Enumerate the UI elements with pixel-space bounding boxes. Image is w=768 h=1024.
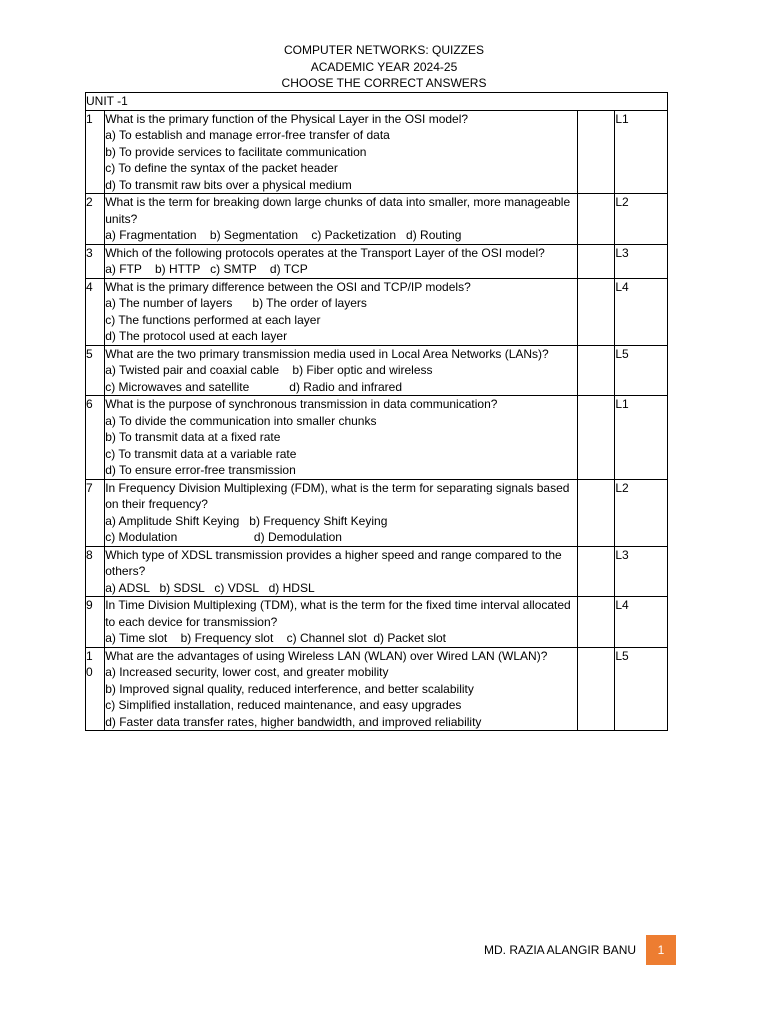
question-cell [105, 597, 578, 648]
question-number-cell [86, 194, 105, 245]
answer-option: a) ADSL b) SDSL c) VDSL d) HDSL [105, 580, 315, 595]
question-text: In Frequency Division Multiplexing (FDM), what is the term for separating signals based on their frequency? [105, 480, 570, 511]
question-number: 5 [86, 346, 93, 361]
unit-row [86, 93, 668, 111]
answer-cell [577, 396, 614, 480]
answer-option: a) To divide the communication into smaller chunks [105, 413, 377, 428]
question-cell [105, 479, 578, 546]
level-label: L1 [615, 397, 629, 411]
answer-cell [577, 194, 614, 245]
question-text: Which type of XDSL transmission provides a higher speed and range compared to the others? [105, 547, 562, 578]
quiz-table [85, 92, 668, 731]
answer-option: d) To ensure error-free transmission [105, 463, 296, 477]
question-number-cell [86, 110, 105, 194]
answer-option: a) Amplitude Shift Keying b) Frequency Shift Keying [105, 513, 388, 528]
level-cell [615, 110, 668, 194]
question-text: What are the advantages of using Wireless LAN (WLAN) over Wired LAN (WLAN)? [105, 648, 548, 663]
level-label: L4 [615, 598, 629, 612]
answer-option: b) To provide services to facilitate communication [105, 144, 367, 159]
question-number-cell [86, 278, 105, 345]
course-title: COMPUTER NETWORKS: QUIZZES [283, 43, 484, 57]
answer-cell [577, 479, 614, 546]
question-row [86, 345, 668, 396]
answer-cell [577, 110, 614, 194]
unit-label: UNIT -1 [86, 93, 668, 111]
question-row [86, 110, 668, 194]
question-number-cell [86, 597, 105, 648]
answer-option: c) Microwaves and satellite d) Radio and infrared [105, 379, 403, 394]
level-cell [615, 396, 668, 480]
question-cell [105, 396, 578, 480]
answer-option: c) To define the syntax of the packet header [105, 161, 338, 175]
answer-cell [577, 546, 614, 597]
level-cell [615, 244, 668, 278]
answer-option: b) To transmit data at a fixed rate [105, 430, 281, 444]
question-number: 7 [86, 480, 93, 495]
question-text: What is the term for breaking down large chunks of data into smaller, more manageable units? [105, 195, 571, 226]
level-label: L4 [615, 279, 629, 294]
level-label: L5 [615, 346, 629, 361]
answer-option: a) Twisted pair and coaxial cable b) Fiber optic and wireless [105, 363, 433, 377]
level-cell [615, 647, 668, 731]
answer-option: a) Time slot b) Frequency slot c) Channel slot d) Packet slot [105, 631, 447, 645]
level-label: L1 [615, 111, 629, 126]
answer-option: c) To transmit data at a variable rate [105, 446, 297, 461]
answer-option: c) The functions performed at each layer [105, 312, 321, 327]
question-cell [105, 110, 578, 194]
level-label: L2 [615, 480, 629, 495]
document-header [0, 42, 768, 92]
question-text: What is the purpose of synchronous transmission in data communication? [105, 397, 498, 411]
answer-cell [577, 345, 614, 396]
question-row [86, 597, 668, 648]
level-cell [615, 546, 668, 597]
question-text: In Time Division Multiplexing (TDM), what is the term for the fixed time interval allocated to each device for transmission? [105, 598, 571, 629]
question-text: Which of the following protocols operates at the Transport Layer of the OSI model? [105, 245, 545, 260]
answer-cell [577, 244, 614, 278]
question-number: 10 [86, 648, 93, 679]
level-label: L3 [615, 245, 629, 260]
question-number: 4 [86, 279, 93, 294]
answer-option: b) Improved signal quality, reduced interference, and better scalability [105, 681, 474, 696]
question-number: 3 [86, 245, 93, 260]
question-row [86, 479, 668, 546]
level-label: L2 [615, 195, 629, 209]
answer-cell [577, 647, 614, 731]
question-row [86, 396, 668, 480]
question-number-cell [86, 345, 105, 396]
question-number-cell [86, 479, 105, 546]
answer-option: a) Fragmentation b) Segmentation c) Packetization d) Routing [105, 228, 462, 242]
answer-option: a) To establish and manage error-free transfer of data [105, 128, 390, 142]
question-number: 1 [86, 111, 93, 126]
question-number-cell [86, 546, 105, 597]
level-cell [615, 597, 668, 648]
answer-option: a) The number of layers b) The order of layers [105, 296, 367, 310]
footer-author: MD. RAZIA ALANGIR BANU [484, 943, 637, 957]
question-cell [105, 278, 578, 345]
question-cell [105, 546, 578, 597]
level-cell [615, 194, 668, 245]
question-number-cell [86, 396, 105, 480]
question-number: 8 [86, 547, 93, 562]
question-number-cell [86, 647, 105, 731]
level-cell [615, 278, 668, 345]
answer-cell [577, 278, 614, 345]
question-text: What is the primary difference between the OSI and TCP/IP models? [105, 279, 471, 294]
answer-option: d) The protocol used at each layer [105, 329, 288, 343]
question-row [86, 244, 668, 278]
level-cell [615, 345, 668, 396]
question-row [86, 647, 668, 731]
level-label: L5 [615, 648, 629, 663]
answer-option: a) Increased security, lower cost, and greater mobility [105, 665, 389, 679]
question-row [86, 194, 668, 245]
question-text: What is the primary function of the Physical Layer in the OSI model? [105, 111, 469, 126]
answer-option: c) Simplified installation, reduced maintenance, and easy upgrades [105, 698, 462, 712]
answer-option: d) To transmit raw bits over a physical medium [105, 177, 352, 192]
question-text: What are the two primary transmission media used in Local Area Networks (LANs)? [105, 346, 549, 361]
question-cell [105, 244, 578, 278]
answer-option: c) Modulation d) Demodulation [105, 530, 342, 544]
question-cell [105, 345, 578, 396]
answer-option: a) FTP b) HTTP c) SMTP d) TCP [105, 262, 308, 276]
level-label: L3 [615, 547, 629, 562]
academic-year: ACADEMIC YEAR 2024-25 [310, 59, 458, 74]
instructions: CHOOSE THE CORRECT ANSWERS [281, 76, 487, 90]
question-row [86, 278, 668, 345]
level-cell [615, 479, 668, 546]
question-cell [105, 647, 578, 731]
question-number: 6 [86, 397, 93, 411]
question-cell [105, 194, 578, 245]
question-number: 9 [86, 598, 93, 612]
answer-cell [577, 597, 614, 648]
page-number-badge: 1 [646, 935, 676, 965]
question-row [86, 546, 668, 597]
answer-option: d) Faster data transfer rates, higher bandwidth, and improved reliability [105, 714, 482, 729]
question-number-cell [86, 244, 105, 278]
question-number: 2 [86, 195, 93, 209]
